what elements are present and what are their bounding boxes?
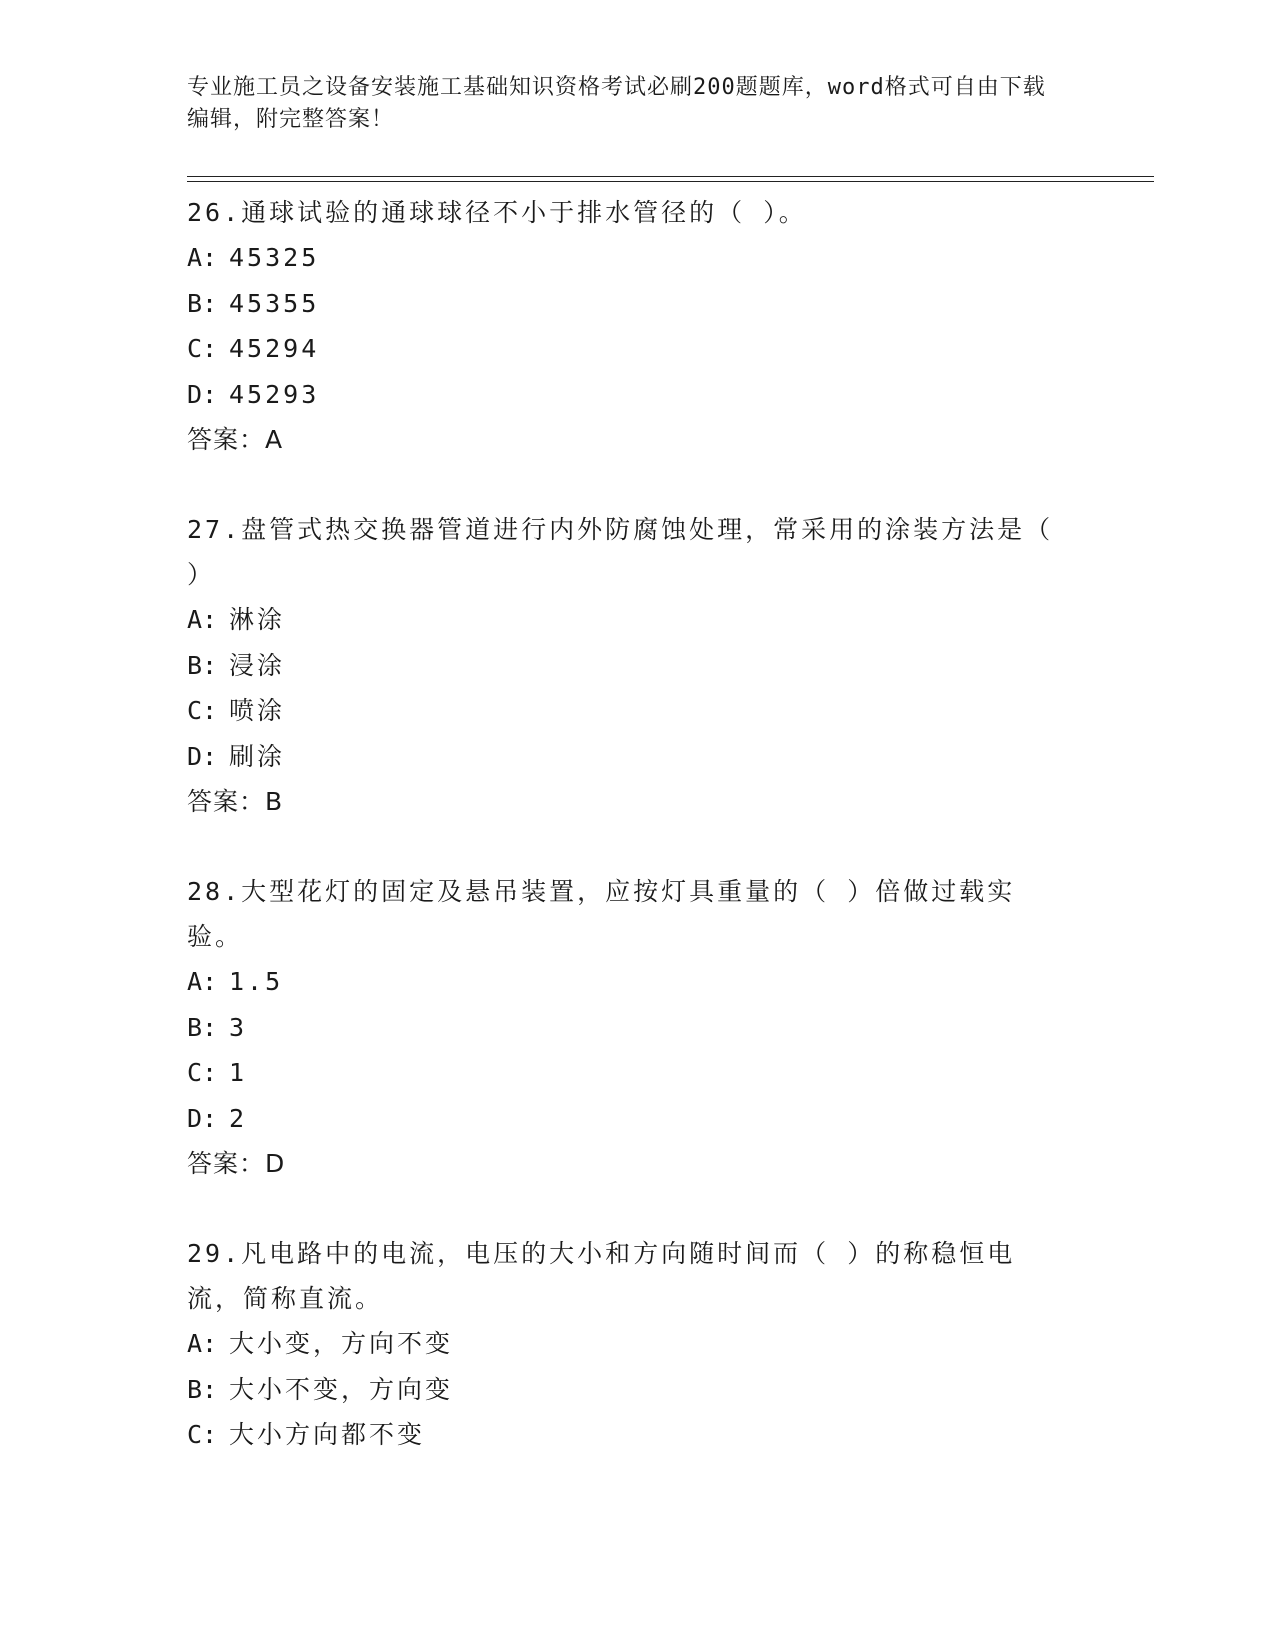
option-letter: B: [187,1374,218,1404]
option-letter: C: [187,696,218,725]
question-text [187,190,1067,235]
option-c [187,326,1067,372]
option-text: 刷涂 [229,741,286,771]
option-b [187,1367,1067,1413]
option-text: 1 [229,1058,248,1087]
question-stem: 盘管式热交换器管道进行内外防腐蚀处理，常采用的涂装方法是（ ） [187,515,1054,589]
option-b [187,1005,1067,1051]
question-spacer [187,1187,1067,1231]
option-text: 3 [229,1012,248,1042]
question-number: 26. [187,198,242,227]
option-a [187,1321,1067,1367]
option-letter: D: [187,741,218,771]
question-stem: 大型花灯的固定及悬吊装置，应按灯具重量的（ ）倍做过载实验。 [187,877,1016,951]
question-spacer [187,825,1067,869]
document-header [187,72,1067,136]
option-b [187,643,1067,689]
option-c [187,1050,1067,1096]
option-letter: C: [187,1058,218,1087]
option-letter: A: [187,967,218,996]
option-text: 大小变，方向不变 [229,1329,454,1358]
option-letter: B: [187,288,218,318]
header-divider-bottom [187,181,1154,182]
option-c [187,688,1067,734]
option-d [187,372,1067,418]
option-letter: B: [187,650,218,680]
option-letter: D: [187,379,218,409]
option-text: 喷涂 [229,696,286,725]
option-c [187,1412,1067,1458]
option-a [187,597,1067,643]
option-text: 45325 [229,243,320,272]
option-text: 大小不变，方向变 [229,1374,454,1404]
question-spacer [187,463,1067,507]
question-text [187,1231,1067,1321]
option-d [187,734,1067,780]
option-d [187,1096,1067,1142]
question-stem: 通球试验的通球球径不小于排水管径的（ ）。 [241,198,807,227]
option-text: 淋涂 [229,605,286,634]
document-title: 专业施工员之设备安装施工基础知识资格考试必刷200题题库，word格式可自由下载编辑，附完整答案！ [187,75,1046,132]
option-a [187,959,1067,1005]
option-b [187,281,1067,327]
option-letter: B: [187,1012,218,1042]
option-text: 1.5 [229,967,284,996]
option-text: 大小方向都不变 [229,1420,426,1449]
option-text: 浸涂 [229,650,286,680]
option-letter: C: [187,1420,218,1449]
question-stem: 凡电路中的电流，电压的大小和方向随时间而（ ）的称稳恒电流，简称直流。 [187,1239,1016,1313]
question-number: 28. [187,877,242,906]
option-text: 45293 [229,379,320,409]
option-text: 2 [229,1103,248,1133]
option-letter: A: [187,1329,218,1358]
question-number: 27. [187,515,242,544]
question-text [187,507,1067,597]
question-29 [187,1231,1067,1458]
option-text: 45294 [229,334,320,363]
question-28 [187,869,1067,1187]
question-list [187,190,1067,1458]
option-text: 45355 [229,288,320,318]
question-text [187,869,1067,959]
option-letter: D: [187,1103,218,1133]
answer-line: 答案：D [187,1149,286,1178]
answer-line: 答案：B [187,787,284,816]
option-a [187,235,1067,281]
option-letter: A: [187,605,218,634]
question-26 [187,190,1067,463]
question-number: 29. [187,1239,242,1268]
answer-line: 答案：A [187,425,284,454]
option-letter: C: [187,334,218,363]
option-letter: A: [187,243,218,272]
question-27 [187,507,1067,825]
header-divider-top [187,176,1154,177]
